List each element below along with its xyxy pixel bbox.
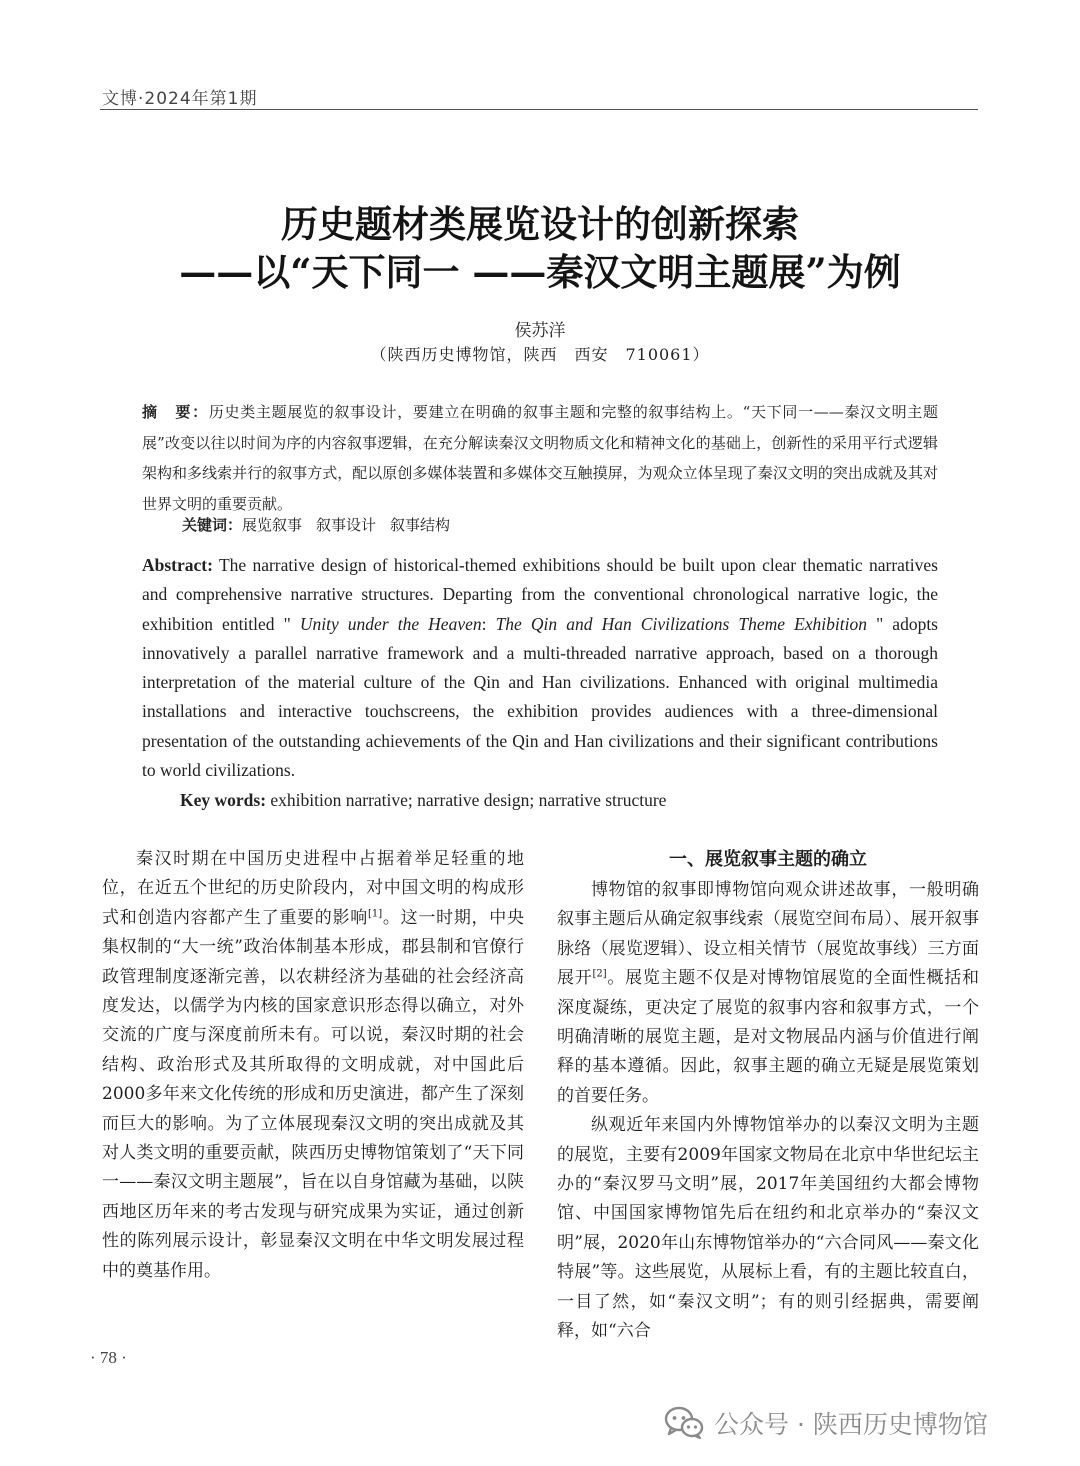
section-heading: 一、展览叙事主题的确立 <box>669 849 867 870</box>
keywords-en-text: exhibition narrative; narrative design; narrative structure <box>266 790 667 810</box>
abstract-en-label: Abstract: <box>142 555 213 575</box>
title-line-sub: ——以“天下同一 ——秦汉文明主题展”为例 <box>179 250 901 294</box>
keywords-en-label: Key words: <box>180 790 267 810</box>
body-column-right <box>557 845 979 1347</box>
page-number: · 78 · <box>90 1348 127 1367</box>
right-p1-a: 博物馆的叙事即博物馆向观众讲述故事，一般明确叙事主题后从确定叙事线索（展览空间布局）、展开叙事脉络（展览逻辑）、设立相关情节（展览故事线）三方面展开 <box>557 880 979 989</box>
keyword-cn-2: 叙事设计 <box>316 516 377 534</box>
abstract-cn-label: 摘 要： <box>142 403 209 421</box>
abstract-en <box>142 551 938 785</box>
wechat-icon <box>664 1406 704 1440</box>
running-head: 文博·2024年第1期 <box>102 89 258 109</box>
body-column-left <box>102 845 524 1286</box>
right-p1-b: 。展览主题不仅是对博物馆展览的全面性概括和深度凝练，更决定了展览的叙事内容和叙事方式，一个明确清晰的展览主题，是对文物展品内涵与价值进行阐释的基本遵循。因此，叙事主题的确立无疑是展览策划的首要任务。 <box>557 968 980 1106</box>
affiliation: （陕西历史博物馆，陕西 西安 710061） <box>370 345 710 364</box>
watermark <box>664 1398 988 1448</box>
keyword-cn-3: 叙事结构 <box>390 516 451 534</box>
abstract-cn <box>142 397 938 519</box>
exhibition-title-b: The Qin and Han Civilizations Theme Exhibition <box>495 613 867 634</box>
left-p1-a: 秦汉时期在中国历史进程中占据着举足轻重的地位，在近五个世纪的历史阶段内，对中国文明的构成形式和创造内容都产生了重要的影响 <box>102 849 524 928</box>
exhibition-title-sep: : <box>481 613 496 634</box>
title-line-main: 历史题材类展览设计的创新探索 <box>281 202 799 246</box>
watermark-text: 公众号 · 陕西历史博物馆 <box>714 1410 988 1439</box>
keywords-cn <box>182 510 938 540</box>
citation-ref-2: [2] <box>592 968 607 980</box>
abstract-en-text-before: The narrative design of historical-themed exhibitions should be built upon clear thematic narratives and comprehensive narrative structures. Departing from the conventional chronological narrative logic, the exhibition entitled " <box>142 555 938 634</box>
article-title <box>100 200 980 296</box>
author: 侯苏洋 <box>514 321 566 341</box>
paragraph <box>557 876 979 1111</box>
paragraph: 纵观近年来国内外博物馆举办的以秦汉文明为主题的展览，主要有2009年国家文物局在北京中华世纪坛主办的“秦汉罗马文明”展，2017年美国纽约大都会博物馆、中国国家博物馆先后在纽约和北京举办的“秦汉文明”展，2020年山东博物馆举办的“六合同风——秦文化特展”等。这些展览，从展标上看，有的主题比较直白，一目了然，如“秦汉文明”；有的则引经据典，需要阐释，如“六合 <box>557 1115 979 1342</box>
header-rule <box>100 109 978 110</box>
citation-ref-1: [1] <box>367 908 383 920</box>
keywords-cn-label: 关键词： <box>182 516 243 534</box>
abstract-en-text-after: " adopts innovatively a parallel narrative framework and a multi-threaded narrative approach, based on a thorough interpretation of the material culture of the Qin and Han civilizations. Enhanced with original multimedia installations and interactive touchscreens, the exhibition provides audiences with a three-dimensional presentation of the outstanding achievements of the Qin and Han civilizations and their significant contributions to world civilizations. <box>142 613 938 781</box>
keyword-cn-1: 展览叙事 <box>242 516 303 534</box>
left-p1-b: 。这一时期，中央集权制的“大一统”政治体制基本形成，郡县制和官僚行政管理制度逐渐完善，以农耕经济为基础的社会经济高度发达，以儒学为内核的国家意识形态得以确立，对外交流的广度与深度前所未有。可以说，秦汉时期的社会结构、政治形式及其所取得的文明成就，对中国此后2000多年来文化传统的形成和历史演进，都产生了深刻而巨大的影响。为了立体展现秦汉文明的突出成就及其对人类文明的重要贡献，陕西历史博物馆策划了“天下同一——秦汉文明主题展”，旨在以自身馆藏为基础，以陕西地区历年来的考古发现与研究成果为实证，通过创新性的陈列展示设计，彰显秦汉文明在中华文明发展过程中的奠基作用。 <box>102 907 525 1281</box>
abstract-cn-text: 历史类主题展览的叙事设计，要建立在明确的叙事主题和完整的叙事结构上。“天下同一——秦汉文明主题展”改变以往以时间为序的内容叙事逻辑，在充分解读秦汉文明物质文化和精神文化的基础上，创新性的采用平行式逻辑架构和多线索并行的叙事方式，配以原创多媒体装置和多媒体交互触摸屏，为观众立体呈现了秦汉文明的突出成就及其对世界文明的重要贡献。 <box>142 403 938 513</box>
paragraph <box>102 845 524 1286</box>
keywords-en <box>180 786 940 814</box>
exhibition-title-a: Unity under the Heaven <box>299 613 482 634</box>
